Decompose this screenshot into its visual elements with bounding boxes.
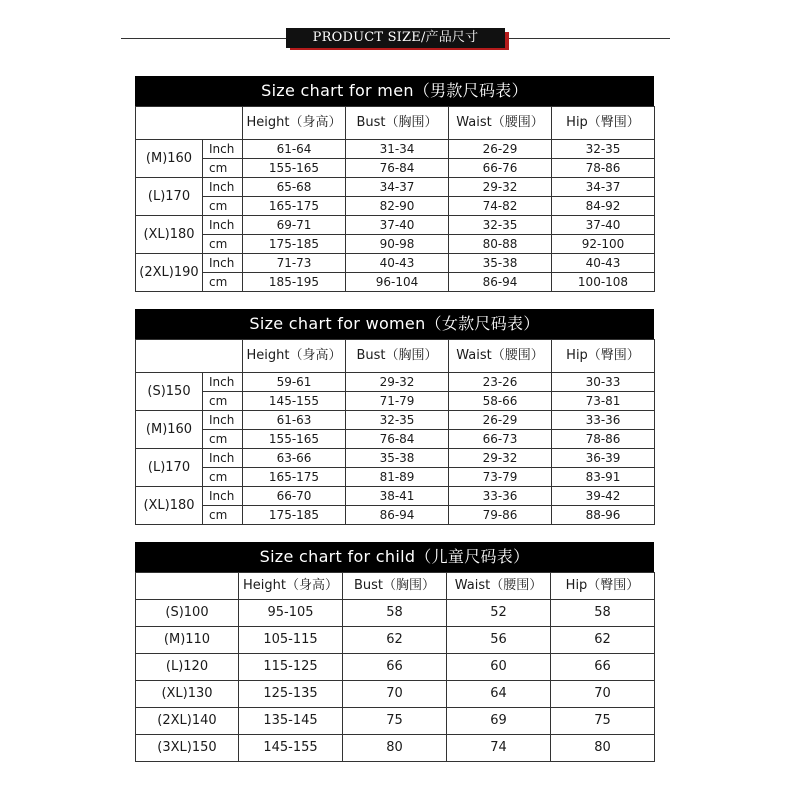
value-cell: 115-125 <box>239 654 343 681</box>
value-cell: 165-175 <box>243 197 346 216</box>
value-cell: 60 <box>447 654 551 681</box>
value-cell: 78-86 <box>552 430 655 449</box>
value-cell: 34-37 <box>552 178 655 197</box>
value-cell: 40-43 <box>552 254 655 273</box>
value-cell: 73-79 <box>449 468 552 487</box>
header-rule-right <box>508 38 670 39</box>
value-cell: 175-185 <box>243 235 346 254</box>
unit-cell: cm <box>203 392 243 411</box>
value-cell: 73-81 <box>552 392 655 411</box>
value-cell: 83-91 <box>552 468 655 487</box>
value-cell: 105-115 <box>239 627 343 654</box>
value-cell: 84-92 <box>552 197 655 216</box>
column-header: Height（身高） <box>243 340 346 373</box>
size-row <box>136 654 655 681</box>
column-header: Hip（臀围） <box>552 107 655 140</box>
unit-cell: Inch <box>203 411 243 430</box>
column-header: Bust（胸围） <box>346 107 449 140</box>
value-cell: 61-63 <box>243 411 346 430</box>
value-cell: 58 <box>551 600 655 627</box>
value-cell: 37-40 <box>346 216 449 235</box>
value-cell: 71-79 <box>346 392 449 411</box>
women-size-chart <box>135 309 654 525</box>
size-label-cell: (2XL)140 <box>136 708 239 735</box>
value-cell: 56 <box>447 627 551 654</box>
value-cell: 71-73 <box>243 254 346 273</box>
column-header: Height（身高） <box>243 107 346 140</box>
value-cell: 58 <box>343 600 447 627</box>
size-label-cell: (L)170 <box>136 449 203 487</box>
size-row-inch <box>136 487 655 506</box>
column-header: Hip（臀围） <box>552 340 655 373</box>
unit-cell: Inch <box>203 373 243 392</box>
size-label-cell: (XL)180 <box>136 487 203 525</box>
size-row <box>136 735 655 762</box>
size-row-inch <box>136 373 655 392</box>
value-cell: 79-86 <box>449 506 552 525</box>
unit-cell: Inch <box>203 140 243 159</box>
value-cell: 74 <box>447 735 551 762</box>
women-table-body <box>136 340 655 525</box>
value-cell: 32-35 <box>552 140 655 159</box>
size-row-cm <box>136 159 655 178</box>
value-cell: 59-61 <box>243 373 346 392</box>
value-cell: 75 <box>343 708 447 735</box>
child-header-row <box>136 573 655 600</box>
unit-cell: cm <box>203 430 243 449</box>
value-cell: 30-33 <box>552 373 655 392</box>
value-cell: 62 <box>343 627 447 654</box>
size-row <box>136 600 655 627</box>
women-chart-title: Size chart for women（女款尺码表） <box>135 309 654 339</box>
value-cell: 70 <box>551 681 655 708</box>
size-row-inch <box>136 140 655 159</box>
size-row-cm <box>136 197 655 216</box>
value-cell: 75 <box>551 708 655 735</box>
value-cell: 76-84 <box>346 159 449 178</box>
size-row-cm <box>136 392 655 411</box>
value-cell: 64 <box>447 681 551 708</box>
value-cell: 86-94 <box>346 506 449 525</box>
value-cell: 80-88 <box>449 235 552 254</box>
value-cell: 23-26 <box>449 373 552 392</box>
size-label-cell: (M)160 <box>136 140 203 178</box>
size-row-inch <box>136 411 655 430</box>
men-size-table <box>135 106 655 292</box>
size-label-cell: (S)100 <box>136 600 239 627</box>
value-cell: 31-34 <box>346 140 449 159</box>
value-cell: 66-73 <box>449 430 552 449</box>
size-row-cm <box>136 273 655 292</box>
value-cell: 33-36 <box>449 487 552 506</box>
value-cell: 86-94 <box>449 273 552 292</box>
value-cell: 82-90 <box>346 197 449 216</box>
value-cell: 37-40 <box>552 216 655 235</box>
size-row-inch <box>136 216 655 235</box>
size-label-cell: (2XL)190 <box>136 254 203 292</box>
value-cell: 185-195 <box>243 273 346 292</box>
value-cell: 40-43 <box>346 254 449 273</box>
size-row <box>136 708 655 735</box>
unit-cell: Inch <box>203 178 243 197</box>
column-header: Height（身高） <box>239 573 343 600</box>
column-header: Bust（胸围） <box>346 340 449 373</box>
size-row-inch <box>136 449 655 468</box>
size-row-cm <box>136 506 655 525</box>
value-cell: 35-38 <box>449 254 552 273</box>
men-chart-title: Size chart for men（男款尺码表） <box>135 76 654 106</box>
value-cell: 74-82 <box>449 197 552 216</box>
value-cell: 39-42 <box>552 487 655 506</box>
value-cell: 155-165 <box>243 159 346 178</box>
size-label-cell: (XL)180 <box>136 216 203 254</box>
size-label-cell: (XL)130 <box>136 681 239 708</box>
unit-cell: Inch <box>203 254 243 273</box>
child-size-chart <box>135 542 654 762</box>
column-header: Waist（腰围） <box>449 340 552 373</box>
size-row-cm <box>136 468 655 487</box>
unit-cell: Inch <box>203 216 243 235</box>
size-row-inch <box>136 178 655 197</box>
value-cell: 88-96 <box>552 506 655 525</box>
value-cell: 76-84 <box>346 430 449 449</box>
unit-cell: cm <box>203 197 243 216</box>
value-cell: 34-37 <box>346 178 449 197</box>
value-cell: 80 <box>343 735 447 762</box>
size-row <box>136 681 655 708</box>
value-cell: 145-155 <box>239 735 343 762</box>
value-cell: 66-70 <box>243 487 346 506</box>
value-cell: 32-35 <box>346 411 449 430</box>
value-cell: 78-86 <box>552 159 655 178</box>
size-row-cm <box>136 235 655 254</box>
value-cell: 32-35 <box>449 216 552 235</box>
value-cell: 33-36 <box>552 411 655 430</box>
column-header: Waist（腰围） <box>449 107 552 140</box>
size-label-cell: (L)170 <box>136 178 203 216</box>
value-cell: 36-39 <box>552 449 655 468</box>
value-cell: 69-71 <box>243 216 346 235</box>
value-cell: 145-155 <box>243 392 346 411</box>
value-cell: 29-32 <box>449 449 552 468</box>
size-label-cell: (3XL)150 <box>136 735 239 762</box>
column-header: Waist（腰围） <box>447 573 551 600</box>
header-title: PRODUCT SIZE/产品尺寸 <box>286 28 505 48</box>
value-cell: 26-29 <box>449 411 552 430</box>
unit-cell: cm <box>203 273 243 292</box>
value-cell: 29-32 <box>449 178 552 197</box>
value-cell: 92-100 <box>552 235 655 254</box>
value-cell: 29-32 <box>346 373 449 392</box>
unit-cell: Inch <box>203 449 243 468</box>
value-cell: 65-68 <box>243 178 346 197</box>
size-label-cell: (S)150 <box>136 373 203 411</box>
value-cell: 58-66 <box>449 392 552 411</box>
value-cell: 90-98 <box>346 235 449 254</box>
header-rule-left <box>121 38 287 39</box>
men-table-body <box>136 107 655 292</box>
women-header-row <box>136 340 655 373</box>
value-cell: 66-76 <box>449 159 552 178</box>
unit-cell: Inch <box>203 487 243 506</box>
value-cell: 52 <box>447 600 551 627</box>
unit-cell: cm <box>203 468 243 487</box>
value-cell: 80 <box>551 735 655 762</box>
men-header-row <box>136 107 655 140</box>
value-cell: 66 <box>343 654 447 681</box>
column-header: Bust（胸围） <box>343 573 447 600</box>
header-corner-cell <box>136 107 243 140</box>
value-cell: 62 <box>551 627 655 654</box>
size-row-cm <box>136 430 655 449</box>
value-cell: 70 <box>343 681 447 708</box>
value-cell: 38-41 <box>346 487 449 506</box>
value-cell: 69 <box>447 708 551 735</box>
size-row-inch <box>136 254 655 273</box>
value-cell: 35-38 <box>346 449 449 468</box>
value-cell: 81-89 <box>346 468 449 487</box>
child-chart-title: Size chart for child（儿童尺码表） <box>135 542 654 572</box>
size-row <box>136 627 655 654</box>
value-cell: 175-185 <box>243 506 346 525</box>
value-cell: 95-105 <box>239 600 343 627</box>
header-banner <box>0 0 790 60</box>
size-label-cell: (M)110 <box>136 627 239 654</box>
value-cell: 63-66 <box>243 449 346 468</box>
child-table-body <box>136 573 655 762</box>
header-corner-cell <box>136 340 243 373</box>
value-cell: 66 <box>551 654 655 681</box>
size-label-cell: (L)120 <box>136 654 239 681</box>
value-cell: 96-104 <box>346 273 449 292</box>
men-size-chart <box>135 76 654 292</box>
value-cell: 155-165 <box>243 430 346 449</box>
value-cell: 135-145 <box>239 708 343 735</box>
value-cell: 125-135 <box>239 681 343 708</box>
unit-cell: cm <box>203 235 243 254</box>
child-size-table <box>135 572 655 762</box>
size-label-cell: (M)160 <box>136 411 203 449</box>
value-cell: 26-29 <box>449 140 552 159</box>
header-corner-cell <box>136 573 239 600</box>
women-size-table <box>135 339 655 525</box>
value-cell: 100-108 <box>552 273 655 292</box>
column-header: Hip（臀围） <box>551 573 655 600</box>
value-cell: 61-64 <box>243 140 346 159</box>
value-cell: 165-175 <box>243 468 346 487</box>
unit-cell: cm <box>203 159 243 178</box>
unit-cell: cm <box>203 506 243 525</box>
